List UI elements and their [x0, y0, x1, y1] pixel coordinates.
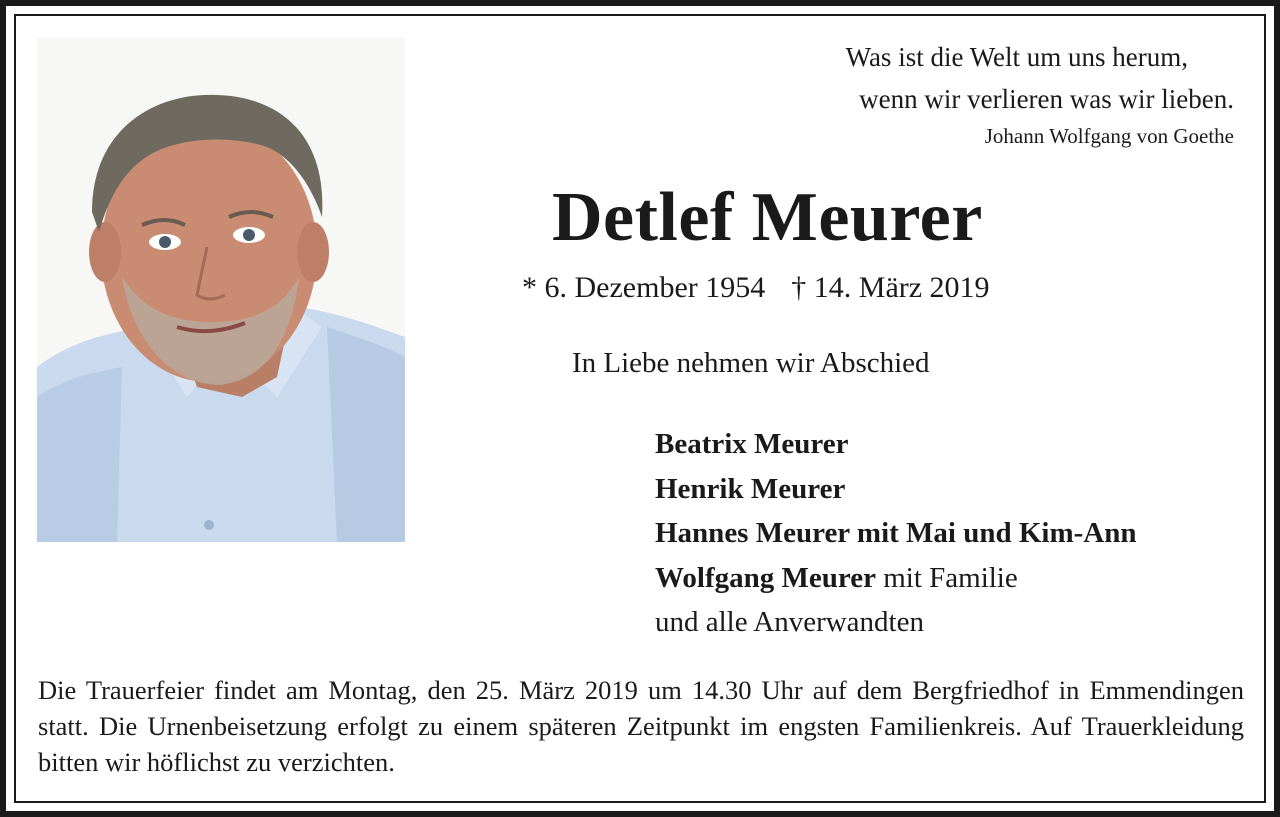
- death-date: † 14. März 2019: [791, 271, 990, 304]
- deceased-name: Detlef Meurer: [552, 179, 983, 256]
- mourner-name: Beatrix Meurer: [655, 428, 849, 460]
- mourner-name: Henrik Meurer: [655, 472, 846, 505]
- mourner-line: [655, 600, 1136, 645]
- mourner-line: [655, 467, 1136, 512]
- quote-line-2: wenn wir verlieren was wir lieben.: [859, 84, 1234, 114]
- ceremony-notice: Die Trauerfeier findet am Montag, den 25. März 2019 um 14.30 Uhr auf dem Bergfriedhof in Emmendingen statt. Die Urnenbeisetzung erfolgt zu einem späteren Zeitpunkt im engsten Familienkreis. Auf Trauerkleidung bitten wir höflichst zu verzichten.: [38, 675, 1244, 777]
- mourner-name: Hannes Meurer mit Mai und Kim-Ann: [655, 517, 1137, 549]
- portrait-illustration: [37, 37, 405, 542]
- quote-block: [846, 36, 1234, 152]
- mourner-line: [655, 556, 1136, 601]
- mourner-suffix: und alle Anverwandten: [655, 606, 924, 638]
- mourner-line: [655, 511, 1136, 556]
- mourner-suffix: mit Familie: [875, 561, 1018, 594]
- farewell-text: In Liebe nehmen wir Abschied: [572, 347, 930, 379]
- quote-line-1: Was ist die Welt um uns herum,: [845, 42, 1188, 72]
- mourner-line: [655, 422, 1136, 467]
- mourner-name: Wolfgang Meurer: [655, 561, 876, 594]
- quote-author: Johann Wolfgang von Goethe: [984, 124, 1234, 148]
- birth-date: * 6. Dezember 1954: [522, 271, 766, 304]
- mourners-list: [655, 422, 1136, 645]
- portrait-photo: [37, 37, 405, 542]
- life-dates: [522, 268, 990, 308]
